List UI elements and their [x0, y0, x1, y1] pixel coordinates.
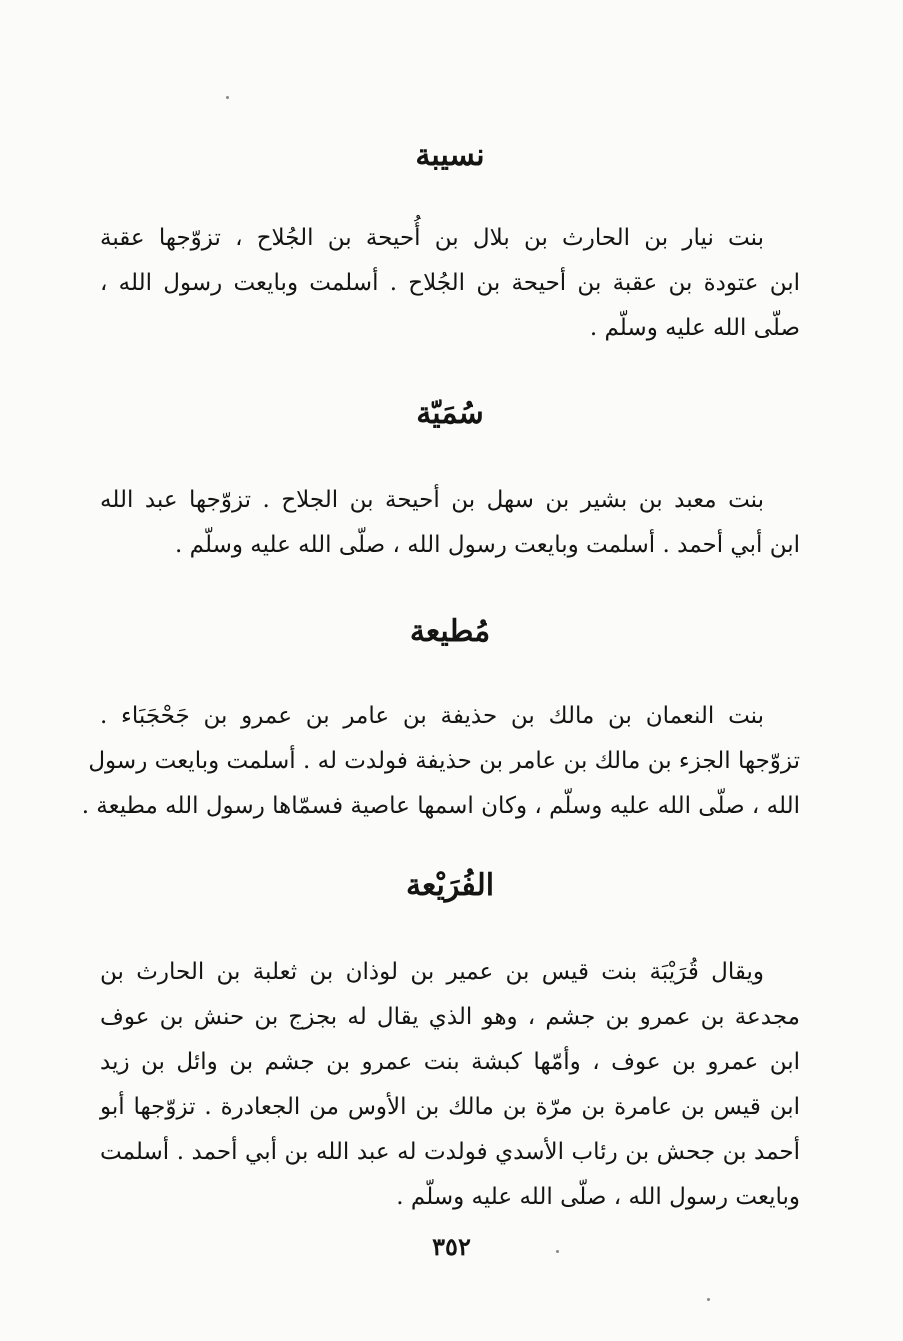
body-line: وبايعت رسول الله ، صلّى الله عليه وسلّم .	[396, 1184, 800, 1210]
body-line: ابن عتودة بن عقبة بن أحيحة بن الجُلاح . أسلمت وبايعت رسول الله ،	[100, 270, 800, 296]
entry-title: مُطيعة	[409, 614, 491, 649]
entry-body	[81, 694, 800, 829]
body-line: بنت النعمان بن مالك بن حذيفة بن عامر بن عمرو بن جَحْجَبَاء .	[100, 703, 764, 729]
entry-nusayba	[100, 136, 800, 351]
body-line: مجدعة بن عمرو بن جشم ، وهو الذي يقال له بجزج بن حنش بن عوف	[100, 1004, 800, 1030]
entry-furayaa	[100, 866, 800, 1220]
page-number: ٣٥٢	[432, 1232, 471, 1261]
body-line: بنت معبد بن بشير بن سهل بن أحيحة بن الجلاح . تزوّجها عبد الله	[100, 487, 764, 513]
body-line: بنت نيار بن الحارث بن بلال بن أُحيحة بن الجُلاح ، تزوّجها عقبة	[100, 225, 764, 251]
entry-title: الفُرَيْعة	[405, 868, 495, 903]
body-line: الله ، صلّى الله عليه وسلّم ، وكان اسمها عاصية فسمّاها رسول الله مطيعة .	[81, 793, 800, 819]
paper-speck	[226, 96, 229, 99]
body-line: أحمد بن جحش بن رئاب الأسدي فولدت له عبد الله بن أبي أحمد . أسلمت	[100, 1139, 800, 1165]
body-line: ابن قيس بن عامرة بن مرّة بن مالك بن الأوس من الجعادرة . تزوّجها أبو	[100, 1094, 800, 1120]
body-line: ابن عمرو بن عوف ، وأمّها كبشة بنت عمرو بن جشم بن وائل بن زيد	[100, 1049, 800, 1075]
entry-title: سُمَيّة	[416, 396, 484, 431]
body-line: تزوّجها الجزء بن مالك بن عامر بن حذيفة فولدت له . أسلمت وبايعت رسول	[88, 748, 800, 774]
paper-speck	[707, 1298, 710, 1301]
body-line: ويقال قُرَيْبَة بنت قيس بن عمير بن لوذان بن ثعلبة بن الحارث بن	[100, 959, 764, 985]
paper-speck	[556, 1250, 559, 1253]
entry-title: نسيبة	[415, 138, 485, 173]
entry-mutia	[81, 612, 800, 829]
entry-body	[100, 478, 800, 568]
body-line: صلّى الله عليه وسلّم .	[589, 315, 800, 341]
body-line: ابن أبي أحمد . أسلمت وبايعت رسول الله ، صلّى الله عليه وسلّم .	[175, 532, 800, 558]
entry-sumayya	[100, 394, 800, 568]
entry-body	[100, 950, 800, 1220]
entry-body	[100, 216, 800, 351]
